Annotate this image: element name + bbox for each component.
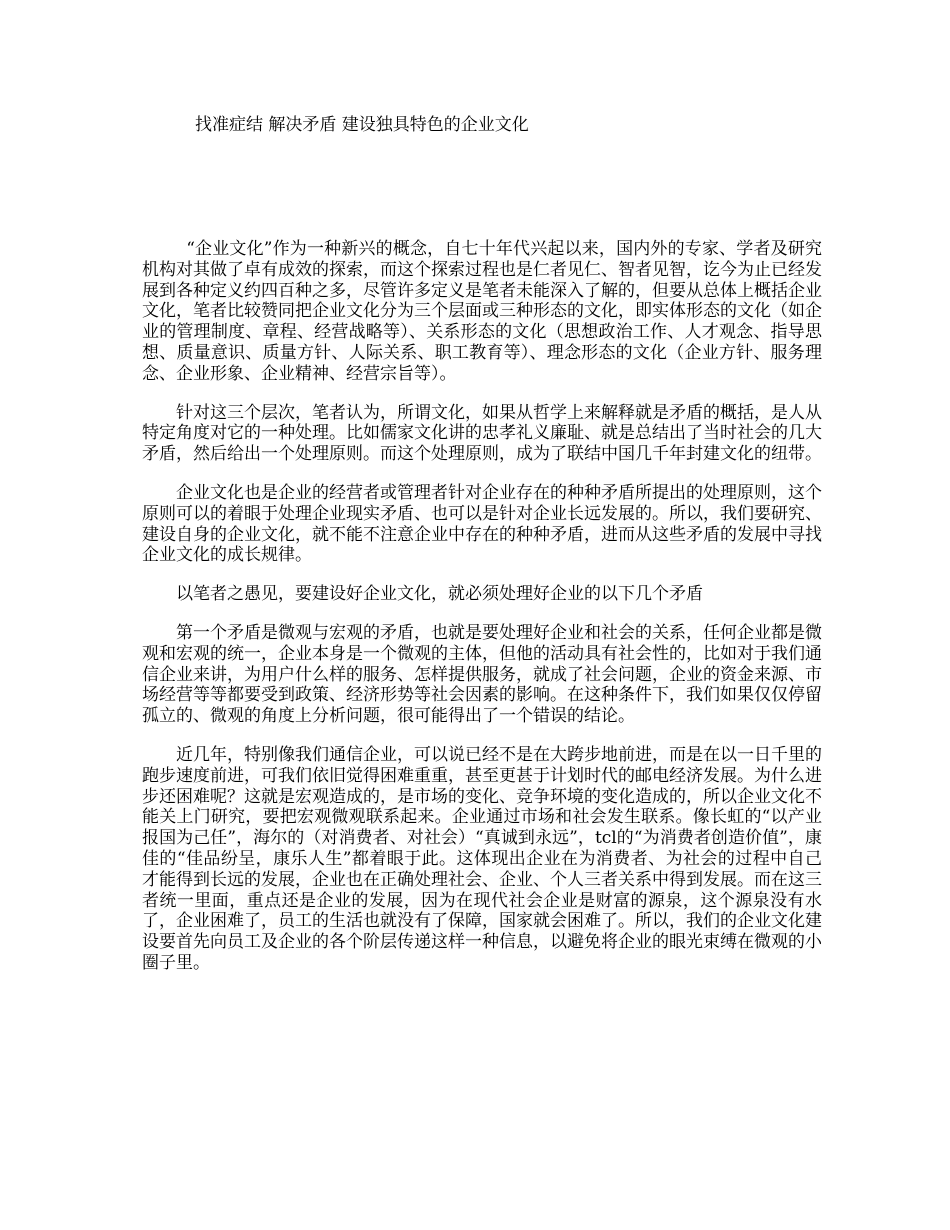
document-body — [142, 239, 822, 992]
paragraph-6: 近几年，特别像我们通信企业，可以说已经不是在大跨步地前进，而是在以一日千里的跑步速度前进，可我们依旧觉得困难重重，甚至更甚于计划时代的邮电经济发展。为什么进步还困难呢？这就是宏观造成的，是市场的变化、竞争环境的变化造成的，所以企业文化不能关上门研究，要把宏观微观联系起来。企业通过市场和社会发生联系。像长虹的“以产业报国为己任”，海尔的（对消费者、对社会）“真诚到永远”，tcl的“为消费者创造价值”，康佳的“佳品纷呈，康乐人生”都着眼于此。这体现出企业在为消费者、为社会的过程中自己才能得到长远的发展，企业也在正确处理社会、企业、个人三者关系中得到发展。而在这三者统一里面，重点还是企业的发展，因为在现代社会企业是财富的源泉，这个源泉没有水了，企业困难了，员工的生活也就没有了保障，国家就会困难了。所以，我们的企业文化建设要首先向员工及企业的各个阶层传递这样一种信息，以避免将企业的眼光束缚在微观的小圈子里。 — [142, 744, 822, 973]
paragraph-4: 以笔者之愚见，要建设好企业文化，就必须处理好企业的以下几个矛盾 — [176, 584, 703, 605]
paragraph-1: “企业文化”作为一种新兴的概念，自七十年代兴起以来，国内外的专家、学者及研究机构对其做了卓有成效的探索，而这个探索过程也是仁者见仁、智者见智，讫今为止已经发展到各种定义约四百种之多，尽管许多定义是笔者未能深入了解的，但要从总体上概括企业文化，笔者比较赞同把企业文化分为三个层面或三种形态的文化，即实体形态的文化（如企业的管理制度、章程、经营战略等）、关系形态的文化（思想政治工作、人才观念、指导思想、质量意识、质量方针、人际关系、职工教育等）、理念形态的文化（企业方针、服务理念、企业形象、企业精神、经营宗旨等）。 — [142, 239, 822, 384]
paragraph-5: 第一个矛盾是微观与宏观的矛盾，也就是要处理好企业和社会的关系，任何企业都是微观和宏观的统一，企业本身是一个微观的主体，但他的活动具有社会性的，比如对于我们通信企业来讲，为用户什么样的服务、怎样提供服务，就成了社会问题，企业的资金来源、市场经营等等都要受到政策、经济形势等社会因素的影响。在这种条件下，我们如果仅仅停留孤立的、微观的角度上分析问题，很可能得出了一个错误的结论。 — [142, 622, 822, 727]
paragraph-3: 企业文化也是企业的经营者或管理者针对企业存在的种种矛盾所提出的处理原则，这个原则可以的着眼于处理企业现实矛盾、也可以是针对企业长远发展的。所以，我们要研究、建设自身的企业文化，就不能不注意企业中存在的种种矛盾，进而从这些矛盾的发展中寻找企业文化的成长规律。 — [142, 482, 822, 566]
document-title: 找准症结 解决矛盾 建设独具特色的企业文化 — [195, 115, 529, 135]
paragraph-2: 针对这三个层次，笔者认为，所谓文化，如果从哲学上来解释就是矛盾的概括，是人从特定角度对它的一种处理。比如儒家文化讲的忠孝礼义廉耻、就是总结出了当时社会的几大矛盾，然后给出一个处理原则。而这个处理原则，成为了联结中国几千年封建文化的纽带。 — [142, 402, 822, 465]
